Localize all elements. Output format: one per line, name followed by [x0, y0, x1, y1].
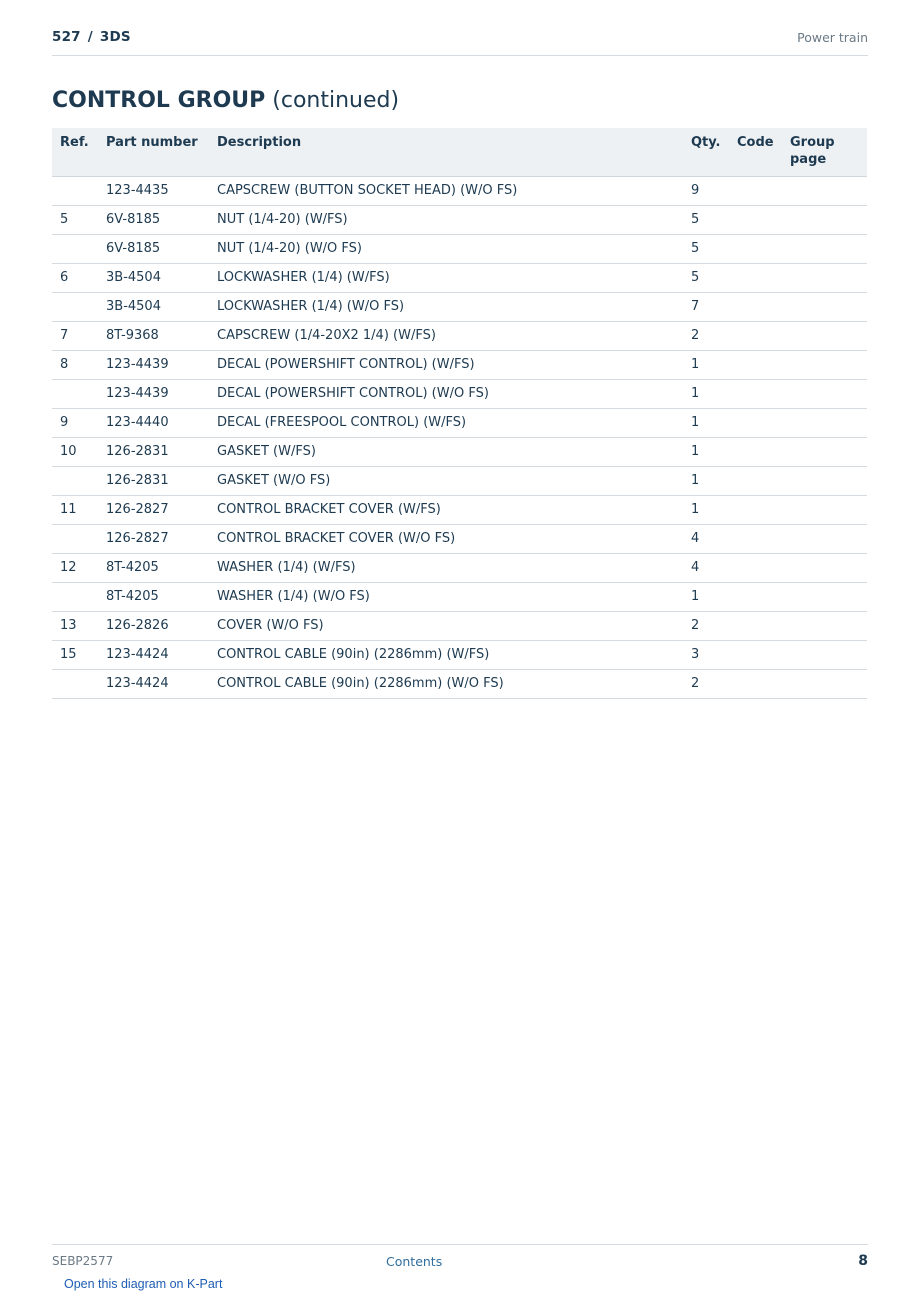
table-row: [52, 524, 867, 553]
cell-qty: 1: [683, 466, 729, 495]
cell-code: [729, 234, 782, 263]
cell-group-page: [782, 205, 867, 234]
cell-ref: [52, 176, 98, 205]
column-header-part-number: Part number: [98, 128, 209, 176]
document-id: SEBP2577: [52, 1254, 114, 1268]
cell-group-page: [782, 176, 867, 205]
page-title: [52, 88, 399, 113]
cell-qty: 2: [683, 611, 729, 640]
table-row: [52, 408, 867, 437]
cell-description: DECAL (FREESPOOL CONTROL) (W/FS): [209, 408, 683, 437]
cell-part-number: 6V-8185: [98, 205, 209, 234]
cell-part-number: 123-4435: [98, 176, 209, 205]
cell-qty: 5: [683, 263, 729, 292]
table-row: [52, 292, 867, 321]
cell-description: CONTROL CABLE (90in) (2286mm) (W/FS): [209, 640, 683, 669]
cell-description: CAPSCREW (BUTTON SOCKET HEAD) (W/O FS): [209, 176, 683, 205]
cell-description: LOCKWASHER (1/4) (W/FS): [209, 263, 683, 292]
contents-link[interactable]: Contents: [386, 1254, 443, 1269]
cell-qty: 1: [683, 582, 729, 611]
cell-description: CAPSCREW (1/4-20X2 1/4) (W/FS): [209, 321, 683, 350]
cell-code: [729, 524, 782, 553]
model-prefix: 3DS: [99, 29, 131, 45]
cell-group-page: [782, 379, 867, 408]
cell-group-page: [782, 466, 867, 495]
cell-description: NUT (1/4-20) (W/O FS): [209, 234, 683, 263]
cell-description: CONTROL BRACKET COVER (W/FS): [209, 495, 683, 524]
table-row: [52, 640, 867, 669]
cell-part-number: 123-4439: [98, 379, 209, 408]
cell-part-number: 123-4440: [98, 408, 209, 437]
cell-part-number: 123-4439: [98, 350, 209, 379]
cell-part-number: 3B-4504: [98, 263, 209, 292]
cell-qty: 1: [683, 495, 729, 524]
k-part-link[interactable]: Open this diagram on K-Part: [64, 1277, 223, 1291]
cell-ref: [52, 524, 98, 553]
cell-code: [729, 640, 782, 669]
cell-part-number: 123-4424: [98, 640, 209, 669]
cell-ref: 6: [52, 263, 98, 292]
cell-description: DECAL (POWERSHIFT CONTROL) (W/O FS): [209, 379, 683, 408]
table-row: [52, 466, 867, 495]
cell-group-page: [782, 640, 867, 669]
cell-code: [729, 669, 782, 698]
cell-qty: 2: [683, 669, 729, 698]
cell-part-number: 126-2827: [98, 495, 209, 524]
page-footer: [52, 1244, 868, 1275]
cell-code: [729, 582, 782, 611]
cell-code: [729, 437, 782, 466]
parts-table: [52, 128, 867, 699]
table-row: [52, 669, 867, 698]
cell-qty: 5: [683, 234, 729, 263]
cell-part-number: 126-2831: [98, 437, 209, 466]
cell-ref: 7: [52, 321, 98, 350]
table-row: [52, 582, 867, 611]
cell-code: [729, 292, 782, 321]
cell-description: COVER (W/O FS): [209, 611, 683, 640]
cell-part-number: 123-4424: [98, 669, 209, 698]
cell-group-page: [782, 234, 867, 263]
header-row: [52, 128, 867, 176]
column-header-ref: Ref.: [52, 128, 98, 176]
cell-group-page: [782, 437, 867, 466]
cell-qty: 2: [683, 321, 729, 350]
cell-description: LOCKWASHER (1/4) (W/O FS): [209, 292, 683, 321]
page-header: [52, 28, 868, 56]
cell-group-page: [782, 495, 867, 524]
cell-description: WASHER (1/4) (W/O FS): [209, 582, 683, 611]
cell-qty: 1: [683, 379, 729, 408]
cell-ref: 12: [52, 553, 98, 582]
table-row: [52, 495, 867, 524]
cell-part-number: 8T-4205: [98, 553, 209, 582]
table-row: [52, 437, 867, 466]
cell-ref: 15: [52, 640, 98, 669]
page-number: 8: [858, 1253, 868, 1269]
cell-code: [729, 553, 782, 582]
cell-code: [729, 379, 782, 408]
model-number: 527: [52, 29, 81, 45]
cell-part-number: 8T-4205: [98, 582, 209, 611]
cell-part-number: 6V-8185: [98, 234, 209, 263]
table-row: [52, 205, 867, 234]
cell-ref: [52, 292, 98, 321]
cell-part-number: 126-2826: [98, 611, 209, 640]
cell-code: [729, 205, 782, 234]
column-header-description: Description: [209, 128, 683, 176]
cell-code: [729, 466, 782, 495]
cell-description: WASHER (1/4) (W/FS): [209, 553, 683, 582]
cell-description: CONTROL CABLE (90in) (2286mm) (W/O FS): [209, 669, 683, 698]
cell-qty: 1: [683, 408, 729, 437]
table-row: [52, 234, 867, 263]
cell-code: [729, 495, 782, 524]
cell-description: DECAL (POWERSHIFT CONTROL) (W/FS): [209, 350, 683, 379]
cell-group-page: [782, 321, 867, 350]
cell-ref: 8: [52, 350, 98, 379]
cell-qty: 4: [683, 524, 729, 553]
group-title: CONTROL GROUP: [52, 88, 266, 113]
cell-ref: [52, 466, 98, 495]
parts-table-body: [52, 176, 867, 698]
cell-ref: 13: [52, 611, 98, 640]
cell-group-page: [782, 350, 867, 379]
cell-qty: 3: [683, 640, 729, 669]
cell-part-number: 126-2831: [98, 466, 209, 495]
cell-qty: 9: [683, 176, 729, 205]
cell-group-page: [782, 669, 867, 698]
cell-ref: 10: [52, 437, 98, 466]
cell-group-page: [782, 524, 867, 553]
table-row: [52, 553, 867, 582]
cell-ref: [52, 234, 98, 263]
cell-group-page: [782, 292, 867, 321]
cell-ref: [52, 379, 98, 408]
section-name: Power train: [797, 30, 868, 45]
cell-description: GASKET (W/FS): [209, 437, 683, 466]
cell-ref: [52, 669, 98, 698]
cell-ref: [52, 582, 98, 611]
table-row: [52, 379, 867, 408]
cell-code: [729, 611, 782, 640]
cell-group-page: [782, 582, 867, 611]
cell-ref: 11: [52, 495, 98, 524]
model-separator: /: [87, 29, 93, 45]
cell-code: [729, 263, 782, 292]
title-suffix: (continued): [272, 88, 400, 113]
cell-qty: 7: [683, 292, 729, 321]
cell-group-page: [782, 611, 867, 640]
cell-part-number: 8T-9368: [98, 321, 209, 350]
cell-qty: 5: [683, 205, 729, 234]
cell-ref: 5: [52, 205, 98, 234]
table-row: [52, 176, 867, 205]
cell-group-page: [782, 408, 867, 437]
cell-qty: 1: [683, 437, 729, 466]
column-header-qty: Qty.: [683, 128, 729, 176]
model-identifier: [52, 29, 131, 45]
cell-ref: 9: [52, 408, 98, 437]
cell-code: [729, 176, 782, 205]
cell-code: [729, 408, 782, 437]
cell-code: [729, 321, 782, 350]
cell-description: NUT (1/4-20) (W/FS): [209, 205, 683, 234]
cell-group-page: [782, 553, 867, 582]
cell-qty: 4: [683, 553, 729, 582]
column-header-group-page: Group page: [782, 128, 867, 176]
column-header-code: Code: [729, 128, 782, 176]
cell-description: CONTROL BRACKET COVER (W/O FS): [209, 524, 683, 553]
cell-part-number: 126-2827: [98, 524, 209, 553]
table-row: [52, 350, 867, 379]
table-row: [52, 321, 867, 350]
parts-table-header: [52, 128, 867, 176]
table-row: [52, 611, 867, 640]
cell-qty: 1: [683, 350, 729, 379]
cell-part-number: 3B-4504: [98, 292, 209, 321]
cell-group-page: [782, 263, 867, 292]
cell-description: GASKET (W/O FS): [209, 466, 683, 495]
cell-code: [729, 350, 782, 379]
table-row: [52, 263, 867, 292]
